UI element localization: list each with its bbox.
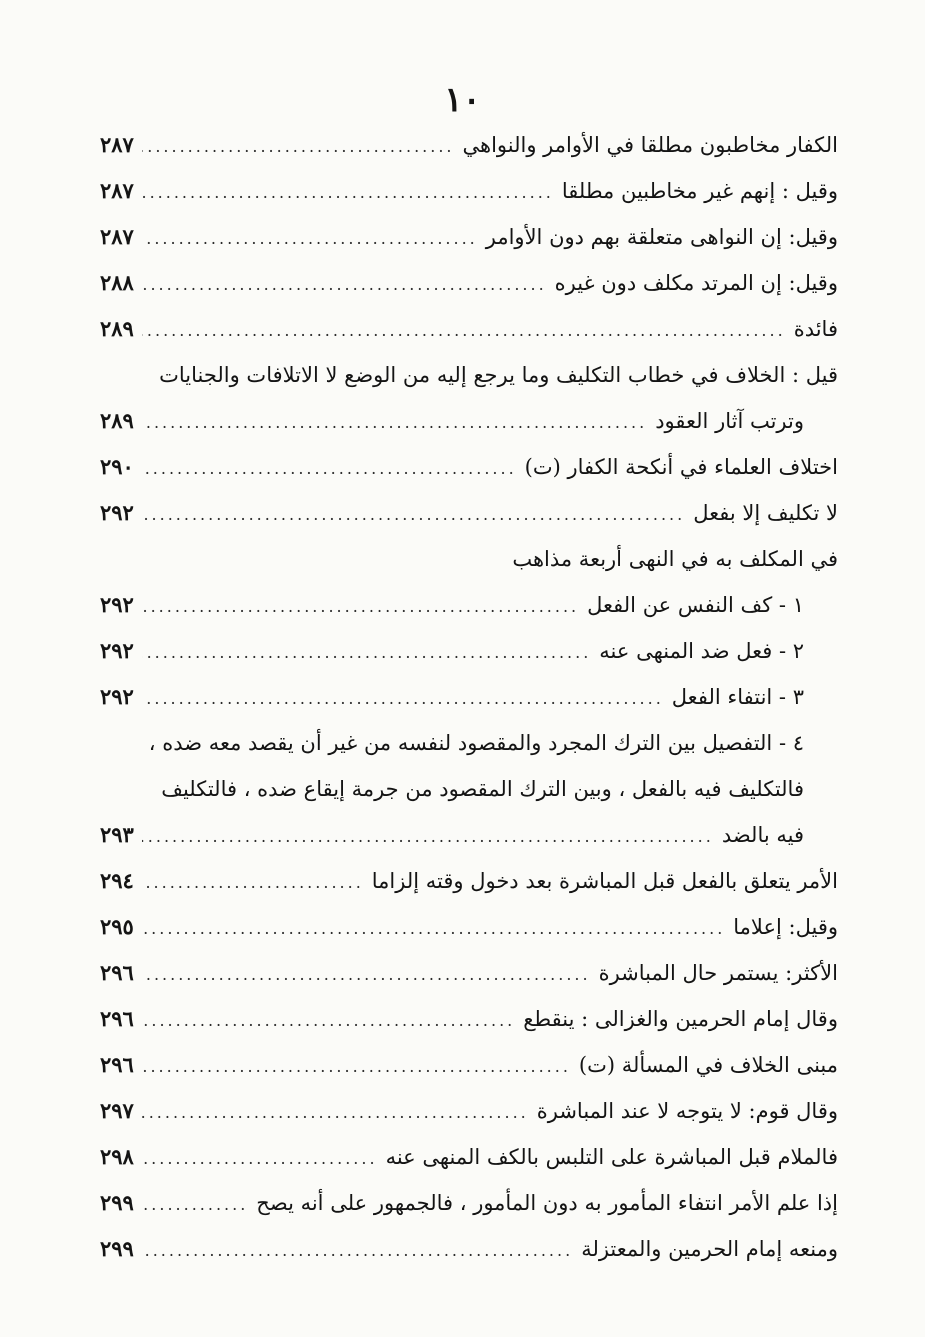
toc-entry-page: ٢٩٧	[100, 1098, 134, 1123]
toc-entry	[100, 1180, 838, 1226]
dot-leader	[142, 1136, 378, 1182]
toc-entry-page: ٢٨٧	[100, 132, 134, 157]
dot-leader	[142, 584, 579, 630]
toc-entry-title: وقيل: إن المرتد مكلف دون غيره	[554, 271, 838, 295]
dot-leader	[142, 860, 364, 906]
page-number: ١٠	[444, 80, 481, 120]
dot-leader	[142, 1044, 571, 1090]
toc-entry	[100, 260, 838, 306]
toc-entry-page: ٢٩٩	[100, 1236, 134, 1261]
toc-entry-title: إذا علم الأمر انتفاء المأمور به دون المأمور ، فالجمهور على أنه يصح	[256, 1191, 838, 1215]
toc-entry-title: ٢ - فعل ضد المنهى عنه	[599, 639, 804, 663]
toc-entry-title: ٤ - التفصيل بين الترك المجرد والمقصود لنفسه من غير أن يقصد معه ضده ،	[148, 731, 804, 755]
toc-entry-page: ٢٩٢	[100, 684, 134, 709]
toc-entry	[100, 490, 838, 536]
dot-leader	[142, 492, 685, 538]
toc-entry	[100, 444, 838, 490]
toc-entry	[100, 582, 838, 628]
toc-entry-page: ٢٩٩	[100, 1190, 134, 1215]
dot-leader	[142, 216, 478, 262]
toc-entry-title: اختلاف العلماء في أنكحة الكفار (ت)	[524, 455, 838, 479]
toc-entry	[100, 1088, 838, 1134]
toc-entry-page: ٢٩٦	[100, 1006, 134, 1031]
toc-entry-title: مبنى الخلاف في المسألة (ت)	[578, 1053, 838, 1077]
toc-entry	[100, 628, 838, 674]
toc-entry-title: وقال قوم: لا يتوجه لا عند المباشرة	[536, 1099, 838, 1123]
toc-entry	[100, 1134, 838, 1180]
table-of-contents	[100, 122, 838, 1272]
toc-entry-title: لا تكليف إلا بفعل	[693, 501, 838, 525]
toc-entry-title: فائدة	[793, 317, 838, 341]
toc-entry	[100, 904, 838, 950]
toc-entry-page: ٢٩٢	[100, 500, 134, 525]
toc-entry-page: ٢٨٩	[100, 316, 134, 341]
dot-leader	[142, 1182, 248, 1228]
toc-entry-title: الأمر يتعلق بالفعل قبل المباشرة بعد دخول وقته إلزاما	[371, 869, 838, 893]
toc-entry-page: ٢٩٦	[100, 960, 134, 985]
dot-leader	[142, 906, 725, 952]
toc-entry	[100, 720, 838, 766]
toc-entry-page: ٢٩٤	[100, 868, 134, 893]
toc-entry-title: ١ - كف النفس عن الفعل	[587, 593, 804, 617]
dot-leader	[142, 308, 786, 354]
dot-leader	[142, 630, 591, 676]
toc-entry-page: ٢٩٠	[100, 454, 134, 479]
toc-entry-title: وقيل: إعلاما	[733, 915, 838, 939]
toc-entry-page: ٢٩٣	[100, 822, 134, 847]
toc-entry-page: ٢٩٢	[100, 638, 134, 663]
toc-entry	[100, 674, 838, 720]
dot-leader	[142, 1228, 573, 1274]
toc-entry	[100, 214, 838, 260]
toc-entry	[100, 950, 838, 996]
toc-entry-title: وقيل: إن النواهى متعلقة بهم دون الأوامر	[485, 225, 838, 249]
toc-entry	[100, 1226, 838, 1272]
toc-entry	[100, 122, 838, 168]
toc-entry-page: ٢٨٩	[100, 408, 134, 433]
dot-leader	[142, 998, 515, 1044]
toc-entry-title: فالملام قبل المباشرة على التلبس بالكف المنهى عنه	[385, 1145, 838, 1169]
toc-entry	[100, 812, 838, 858]
toc-entry-page: ٢٨٨	[100, 270, 134, 295]
dot-leader	[142, 400, 647, 446]
toc-entry-title: في المكلف به في النهى أربعة مذاهب	[512, 547, 838, 571]
toc-entry	[100, 766, 838, 812]
dot-leader	[142, 952, 591, 998]
toc-entry-page: ٢٩٨	[100, 1144, 134, 1169]
toc-entry-page: ٢٨٧	[100, 224, 134, 249]
dot-leader	[142, 170, 554, 216]
toc-entry	[100, 352, 838, 398]
toc-entry-title: فالتكليف فيه بالفعل ، وبين الترك المقصود من جرمة إيقاع ضده ، فالتكليف	[161, 777, 804, 801]
toc-entry	[100, 996, 838, 1042]
toc-entry-title: وقيل : إنهم غير مخاطبين مطلقا	[561, 179, 838, 203]
toc-entry	[100, 1042, 838, 1088]
dot-leader	[142, 124, 455, 170]
toc-entry-title: ومنعه إمام الحرمين والمعتزلة	[581, 1237, 838, 1261]
toc-entry	[100, 858, 838, 904]
toc-entry-title: وقال إمام الحرمين والغزالى : ينقطع	[523, 1007, 838, 1031]
dot-leader	[142, 446, 517, 492]
toc-entry-page: ٢٩٥	[100, 914, 134, 939]
toc-entry-title: ٣ - انتفاء الفعل	[671, 685, 804, 709]
dot-leader	[142, 676, 664, 722]
toc-entry	[100, 398, 838, 444]
toc-entry	[100, 306, 838, 352]
dot-leader	[142, 262, 547, 308]
toc-entry-page: ٢٩٢	[100, 592, 134, 617]
toc-entry-title: الكفار مخاطبون مطلقا في الأوامر والنواهي	[462, 133, 838, 157]
toc-entry-title: الأكثر: يستمر حال المباشرة	[598, 961, 838, 985]
toc-entry-page: ٢٨٧	[100, 178, 134, 203]
toc-entry-title: وترتب آثار العقود	[655, 409, 804, 433]
toc-entry-title: قيل : الخلاف في خطاب التكليف وما يرجع إليه من الوضع لا الاتلافات والجنايات	[159, 363, 838, 387]
dot-leader	[142, 814, 714, 860]
toc-entry	[100, 536, 838, 582]
toc-entry	[100, 168, 838, 214]
toc-entry-page: ٢٩٦	[100, 1052, 134, 1077]
dot-leader	[142, 1090, 529, 1136]
toc-entry-title: فيه بالضد	[721, 823, 804, 847]
